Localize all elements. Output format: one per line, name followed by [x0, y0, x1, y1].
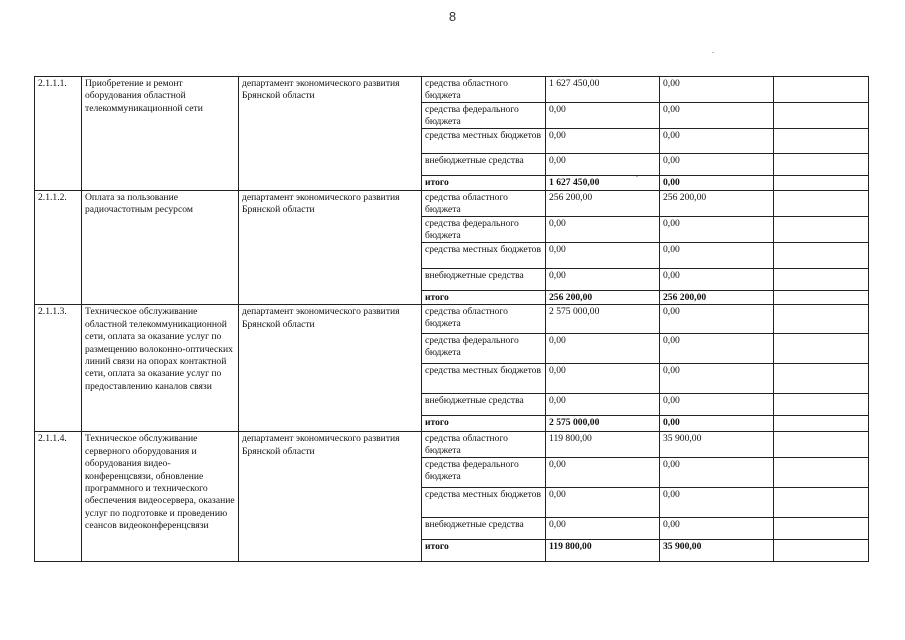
empty-cell [774, 432, 869, 458]
funding-source: средства областного бюджета [422, 191, 546, 217]
item-name: Техническое обслуживание серверного оборудования и оборудования видео-конференцсвязи, обновление программного и технического обеспечения видеосервера, оказание услуг по подготовке и проведению сеансов видеоконференцсвязи [82, 432, 239, 562]
empty-cell [774, 129, 869, 154]
amount-col-2: 0,00 [660, 394, 774, 416]
budget-table [34, 76, 869, 562]
page-number: 8 [448, 9, 457, 24]
amount-col-2: 0,00 [660, 243, 774, 269]
amount-col-1: 0,00 [546, 518, 660, 540]
item-code: 2.1.1.3. [35, 305, 82, 432]
funding-source: итого [422, 291, 546, 305]
amount-col-1: 0,00 [546, 154, 660, 176]
funding-source: итого [422, 540, 546, 562]
funding-source: средства федерального бюджета [422, 458, 546, 488]
funding-source: средства местных бюджетов [422, 129, 546, 154]
empty-cell [774, 416, 869, 432]
item-name: Оплата за пользование радиочастотным ресурсом [82, 191, 239, 305]
empty-cell [774, 364, 869, 394]
amount-col-2: 0,00 [660, 518, 774, 540]
amount-col-2: 0,00 [660, 305, 774, 334]
amount-col-2: 0,00 [660, 176, 774, 191]
funding-source: средства федерального бюджета [422, 334, 546, 364]
amount-col-1: 0,00 [546, 243, 660, 269]
item-executor: департамент экономического развития Брянской области [239, 432, 422, 562]
amount-col-1: 0,00 [546, 394, 660, 416]
amount-col-1: 0,00 [546, 269, 660, 291]
empty-cell [774, 191, 869, 217]
funding-source: средства областного бюджета [422, 432, 546, 458]
item-code: 2.1.1.4. [35, 432, 82, 562]
funding-source: итого [422, 416, 546, 432]
funding-source: средства федерального бюджета [422, 217, 546, 243]
table-row [35, 305, 869, 334]
amount-col-1: 0,00 [546, 129, 660, 154]
amount-col-1: 0,00 [546, 103, 660, 129]
scan-speck [636, 176, 638, 177]
funding-source: внебюджетные средства [422, 269, 546, 291]
amount-col-1: 119 800,00 [546, 540, 660, 562]
amount-col-2: 0,00 [660, 217, 774, 243]
amount-col-1: 2 575 000,00 [546, 416, 660, 432]
amount-col-2: 0,00 [660, 154, 774, 176]
empty-cell [774, 334, 869, 364]
amount-col-1: 0,00 [546, 364, 660, 394]
item-executor: департамент экономического развития Брянской области [239, 191, 422, 305]
amount-col-2: 35 900,00 [660, 432, 774, 458]
amount-col-2: 256 200,00 [660, 291, 774, 305]
empty-cell [774, 217, 869, 243]
funding-source: средства местных бюджетов [422, 364, 546, 394]
funding-source: средства областного бюджета [422, 77, 546, 103]
empty-cell [774, 540, 869, 562]
amount-col-2: 0,00 [660, 458, 774, 488]
amount-col-2: 0,00 [660, 77, 774, 103]
item-executor: департамент экономического развития Брянской области [239, 305, 422, 432]
item-executor: департамент экономического развития Брянской области [239, 77, 422, 191]
funding-source: внебюджетные средства [422, 394, 546, 416]
item-code: 2.1.1.2. [35, 191, 82, 305]
amount-col-2: 0,00 [660, 269, 774, 291]
amount-col-2: 0,00 [660, 129, 774, 154]
amount-col-2: 0,00 [660, 416, 774, 432]
scan-speck [712, 52, 714, 53]
empty-cell [774, 458, 869, 488]
amount-col-1: 0,00 [546, 488, 660, 518]
amount-col-1: 0,00 [546, 334, 660, 364]
empty-cell [774, 176, 869, 191]
amount-col-1: 256 200,00 [546, 291, 660, 305]
empty-cell [774, 291, 869, 305]
item-code: 2.1.1.1. [35, 77, 82, 191]
funding-source: средства федерального бюджета [422, 103, 546, 129]
amount-col-1: 256 200,00 [546, 191, 660, 217]
funding-source: средства местных бюджетов [422, 243, 546, 269]
amount-col-2: 0,00 [660, 103, 774, 129]
amount-col-1: 1 627 450,00 [546, 176, 660, 191]
empty-cell [774, 518, 869, 540]
empty-cell [774, 103, 869, 129]
amount-col-1: 119 800,00 [546, 432, 660, 458]
empty-cell [774, 305, 869, 334]
amount-col-2: 35 900,00 [660, 540, 774, 562]
amount-col-1: 2 575 000,00 [546, 305, 660, 334]
amount-col-2: 0,00 [660, 488, 774, 518]
funding-source: внебюджетные средства [422, 518, 546, 540]
amount-col-2: 256 200,00 [660, 191, 774, 217]
table-row [35, 77, 869, 103]
empty-cell [774, 77, 869, 103]
amount-col-1: 0,00 [546, 217, 660, 243]
funding-source: итого [422, 176, 546, 191]
empty-cell [774, 243, 869, 269]
empty-cell [774, 394, 869, 416]
amount-col-2: 0,00 [660, 334, 774, 364]
item-name: Приобретение и ремонт оборудования областной телекоммуникационной сети [82, 77, 239, 191]
amount-col-2: 0,00 [660, 364, 774, 394]
funding-source: средства местных бюджетов [422, 488, 546, 518]
amount-col-1: 1 627 450,00 [546, 77, 660, 103]
table-row [35, 191, 869, 217]
funding-source: средства областного бюджета [422, 305, 546, 334]
item-name: Техническое обслуживание областной телекоммуникационной сети, оплата за оказание услуг по размещению волоконно-оптических линий связи на опорах контактной сети, оплата за оказание услуг по предоставлению каналов связи [82, 305, 239, 432]
funding-source: внебюджетные средства [422, 154, 546, 176]
empty-cell [774, 154, 869, 176]
table-row [35, 432, 869, 458]
empty-cell [774, 488, 869, 518]
amount-col-1: 0,00 [546, 458, 660, 488]
empty-cell [774, 269, 869, 291]
